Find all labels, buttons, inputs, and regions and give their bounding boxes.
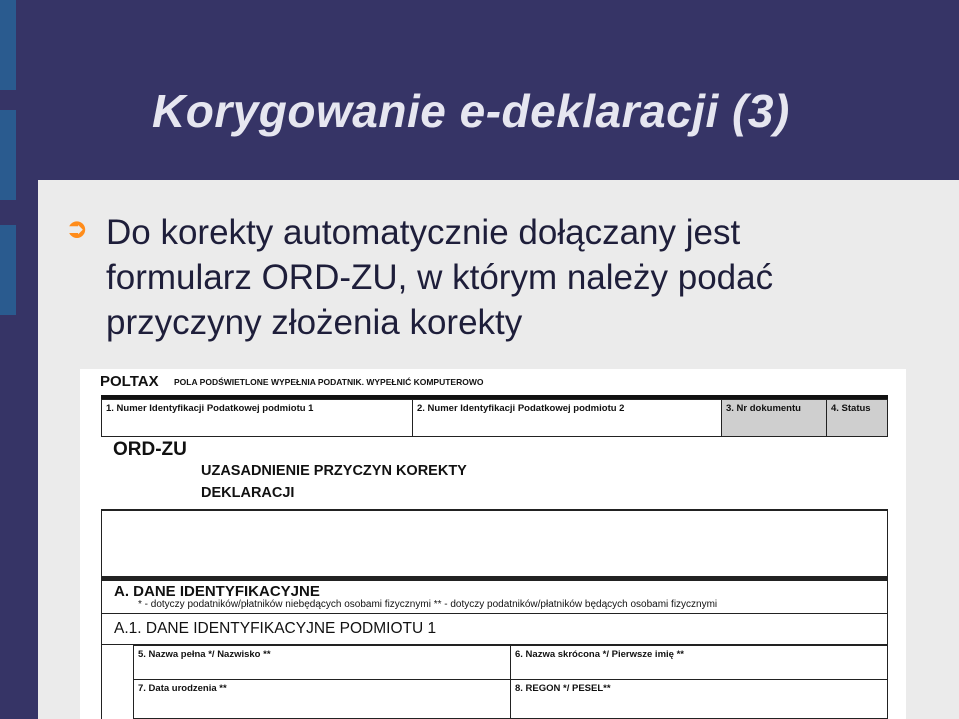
field-regon-pesel-label: 8. REGON */ PESEL** [515, 683, 611, 694]
field-short-name [510, 645, 888, 680]
left-accent-bar-3 [0, 225, 16, 315]
section-a-rule [101, 613, 888, 614]
section-a-top-rule [101, 579, 888, 581]
field-status [826, 399, 888, 437]
field-nip-2 [412, 399, 722, 437]
slide-title: Korygowanie e-deklaracji (3) [152, 85, 790, 137]
field-nip-2-label: 2. Numer Identyfikacji Podatkowej podmiotu 2 [417, 403, 625, 414]
form-left-border [101, 579, 102, 719]
field-full-name [133, 645, 511, 680]
field-doc-number [721, 399, 827, 437]
form-heading-line1: UZASADNIENIE PRZYCZYN KOREKTY [201, 463, 467, 479]
field-birth-date-label: 7. Data urodzenia ** [138, 683, 227, 694]
left-accent-bar-1 [0, 0, 16, 90]
form-heading-line2: DEKLARACJI [201, 485, 295, 501]
section-a-note: * - dotyczy podatników/płatników niebędących osobami fizycznymi ** - dotyczy podatników/płatników będących osobami fizycznymi [138, 599, 718, 610]
left-accent-bar-2 [0, 110, 16, 200]
ord-zu-form-image [80, 369, 906, 719]
arrow-bullet-icon: ➲ [66, 213, 88, 243]
field-birth-date [133, 679, 511, 719]
field-doc-number-label: 3. Nr dokumentu [726, 403, 801, 414]
field-full-name-label: 5. Nazwa pełna */ Nazwisko ** [138, 649, 271, 660]
field-status-label: 4. Status [831, 403, 871, 414]
field-nip-1 [101, 399, 413, 437]
form-header-box [101, 509, 888, 579]
field-regon-pesel [510, 679, 888, 719]
section-a-title: A. DANE IDENTYFIKACYJNE [114, 583, 320, 600]
form-brand-note: POLA PODŚWIETLONE WYPEŁNIA PODATNIK. WYPEŁNIĆ KOMPUTEROWO [174, 377, 484, 387]
bullet-text: Do korekty automatycznie dołączany jest formularz ORD-ZU, w którym należy podać przyczyny złożenia korekty [106, 213, 774, 342]
form-code: ORD-ZU [113, 439, 187, 460]
field-nip-1-label: 1. Numer Identyfikacji Podatkowej podmiotu 1 [106, 403, 314, 414]
field-short-name-label: 6. Nazwa skrócona */ Pierwsze imię ** [515, 649, 684, 660]
form-brand: POLTAX [100, 373, 159, 390]
section-a1-title: A.1. DANE IDENTYFIKACYJNE PODMIOTU 1 [114, 620, 437, 637]
